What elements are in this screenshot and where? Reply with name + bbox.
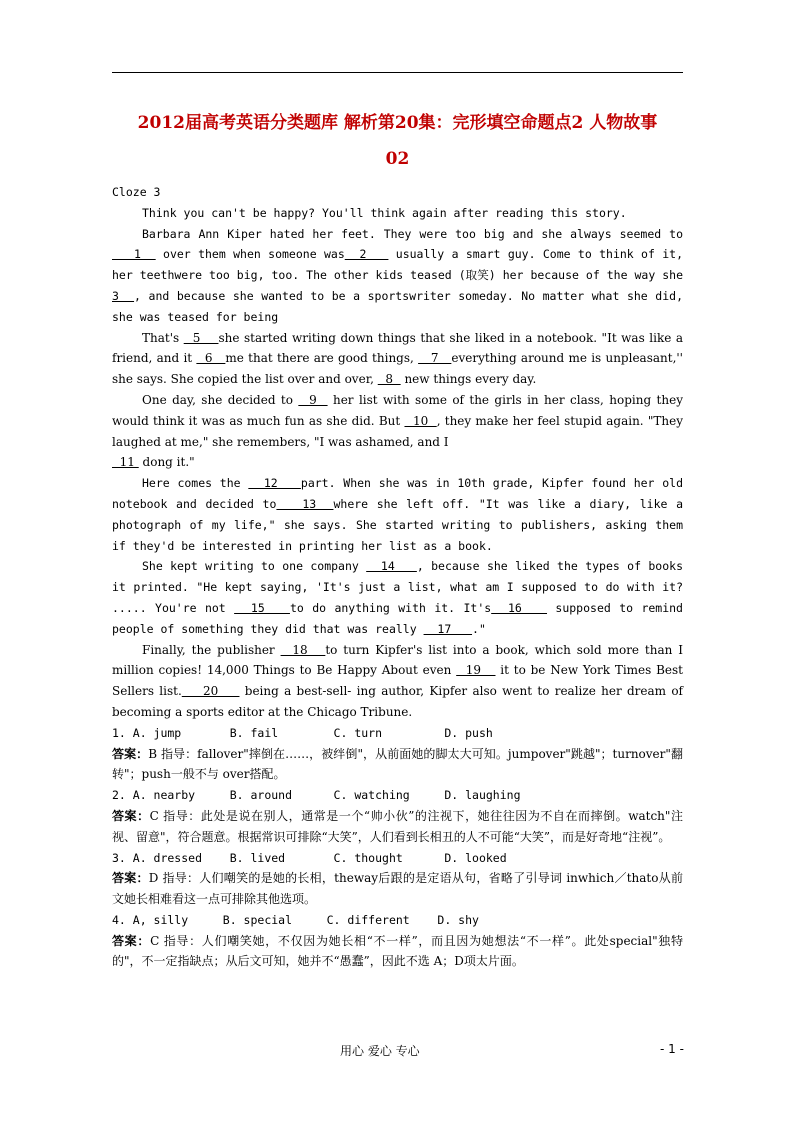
blank-8: 8 — [377, 372, 401, 387]
document-body — [112, 182, 683, 972]
answer-explanation — [112, 806, 683, 848]
blank-1: 1 — [112, 247, 156, 262]
blank-10: 10 — [404, 413, 437, 428]
text-segment: Finally, the publisher — [142, 642, 281, 657]
passage-paragraph-5 — [112, 473, 683, 556]
text-segment: me that there are good things, — [225, 351, 419, 366]
answer-explanation — [112, 931, 683, 973]
passage-paragraph-4 — [112, 390, 683, 473]
text-segment: , and because she wanted to be a sportswriter someday. No matter what she did, she was teased for being — [112, 288, 683, 324]
page-number: - 1 - — [660, 1042, 684, 1056]
blank-9: 9 — [298, 392, 328, 407]
blank-11: 11 — [112, 455, 139, 470]
text-segment: where she left off. "It was like a diary, like a photograph of my life," she says. She started writing to publishers, asking them if they'd be interested in printing her list as a book. — [112, 496, 683, 553]
text-segment: One day, she decided to — [142, 392, 299, 407]
text-segment: supposed to remind people of something they did that was really — [112, 600, 683, 636]
blank-17: 17 — [423, 621, 473, 636]
answer-label: 答案： — [112, 871, 149, 886]
text-segment: part. When she was in 10th grade, Kipfer found her old notebook and decided to — [112, 476, 684, 511]
text-segment: Barbara Ann Kiper hated her feet. They were too big and she always seemed to — [142, 226, 683, 241]
answer-label: 答案： — [112, 746, 149, 761]
answer-text: B 指导：fallover"摔倒在……，被绊倒"，从前面她的脚太大可知。jumpover"跳越"；turnover"翻转"；push一般不与 over搭配。 — [112, 746, 683, 782]
blank-15: 15 — [234, 600, 290, 615]
text-segment: to turn Kipfer's list into a book, which sold more than I million copies! 14,000 Things to Be Happy About even — [112, 642, 684, 678]
question-options: 2. A. nearby B. around C. watching D. laughing — [112, 788, 521, 803]
text-segment: being a best-sell- ing author, Kipfer also went to realize her dream of becoming a sports editor at the Chicago Tribune. — [112, 684, 684, 719]
answer-explanation — [112, 744, 683, 786]
answer-label: 答案： — [112, 933, 151, 948]
text-segment: everything around me is unpleasant,'' she says. She copied the list over and over, — [112, 351, 683, 387]
passage-paragraph-7 — [112, 640, 683, 723]
text-segment: usually a smart guy. Come to think of it, her teethwere too big, too. The other kids teased (取笑) her because of the way she — [112, 247, 684, 283]
blank-5: 5 — [183, 330, 219, 345]
answer-label: 答案： — [112, 808, 150, 823]
blank-7: 7 — [418, 351, 452, 366]
passage-paragraph-1: Think you can't be happy? You'll think again after reading this story. — [142, 205, 627, 220]
text-segment: it to be New York Times Best Sellers list. — [112, 663, 684, 699]
question-2 — [112, 785, 683, 847]
question-options: 4. A, silly B. special C. different D. shy — [112, 912, 479, 927]
answer-text: C 指导：此处是说在别人，通常是一个“帅小伙”的注视下，她往往因为不自在而摔倒。watch"注视、留意"，符合题意。根据常识可排除“大笑”，人们看到长相丑的人不可能“大笑”，而是好奇地“注视”。 — [112, 808, 683, 844]
text-segment: , they make her feel stupid again. "They laughed at me," she remembers, "I was ashamed, and I — [112, 413, 683, 449]
blank-19: 19 — [456, 663, 496, 678]
question-3 — [112, 848, 683, 910]
blank-16: 16 — [491, 600, 548, 615]
passage-paragraph-3 — [112, 328, 683, 390]
blank-14: 14 — [366, 559, 417, 574]
question-4 — [112, 910, 683, 972]
passage-paragraph-2 — [112, 224, 683, 328]
blank-20: 20 — [181, 684, 240, 699]
blank-3: 3 — [112, 288, 135, 303]
page-title: 2012届高考英语分类题库 解析第20集：完形填空命题点2 人物故事 — [137, 113, 658, 133]
footer-motto: 用心 爱心 专心 — [340, 1044, 420, 1058]
question-options: 3. A. dressed B. lived C. thought D. looked — [112, 850, 507, 865]
question-options: 1. A. jump B. fail C. turn D. push — [112, 725, 493, 740]
text-segment: Here comes the — [142, 476, 249, 491]
cloze-heading: Cloze 3 — [112, 185, 161, 199]
text-segment: ." — [472, 621, 486, 636]
passage-paragraph-6 — [112, 556, 683, 639]
text-segment: she started writing down things that she liked in a notebook. "It was like a friend, and it — [112, 330, 683, 366]
text-segment: her list with some of the girls in her class, hoping they would think it was as much fun as she did. But — [112, 392, 683, 428]
answer-text: D 指导：人们嘲笑的是她的长相，theway后跟的是定语从句，省略了引导词 inwhich／thato从前文她长相难看这一点可排除其他选项。 — [112, 871, 683, 907]
text-segment: over them when someone was — [163, 247, 345, 262]
blank-2: 2 — [344, 247, 389, 262]
text-segment: , because she liked the types of books it printed. "He kept saying, 'It's just a list, what am I supposed to do with it? ..... You're not — [112, 559, 683, 615]
blank-6: 6 — [196, 351, 226, 366]
header-rule — [112, 72, 683, 73]
question-1 — [112, 723, 683, 785]
text-segment: She kept writing to one company — [142, 559, 367, 574]
text-segment: new things every day. — [400, 372, 537, 387]
page-title-continued: 02 — [385, 149, 410, 169]
answer-explanation — [112, 868, 683, 910]
text-segment: dong it." — [142, 455, 195, 470]
answer-text: C 指导：人们嘲笑她，不仅因为她长相“不一样”，而且因为她想法“不一样”。此处special"独特的"，不一定指缺点；从后文可知，她并不“愚蠢”，因此不选 A；D项太片面。 — [112, 933, 683, 969]
text-segment: That's — [142, 330, 184, 345]
text-segment: to do anything with it. It's — [289, 600, 492, 615]
blank-12: 12 — [248, 476, 301, 491]
blank-18: 18 — [280, 642, 326, 657]
blank-13: 13 — [276, 496, 334, 511]
